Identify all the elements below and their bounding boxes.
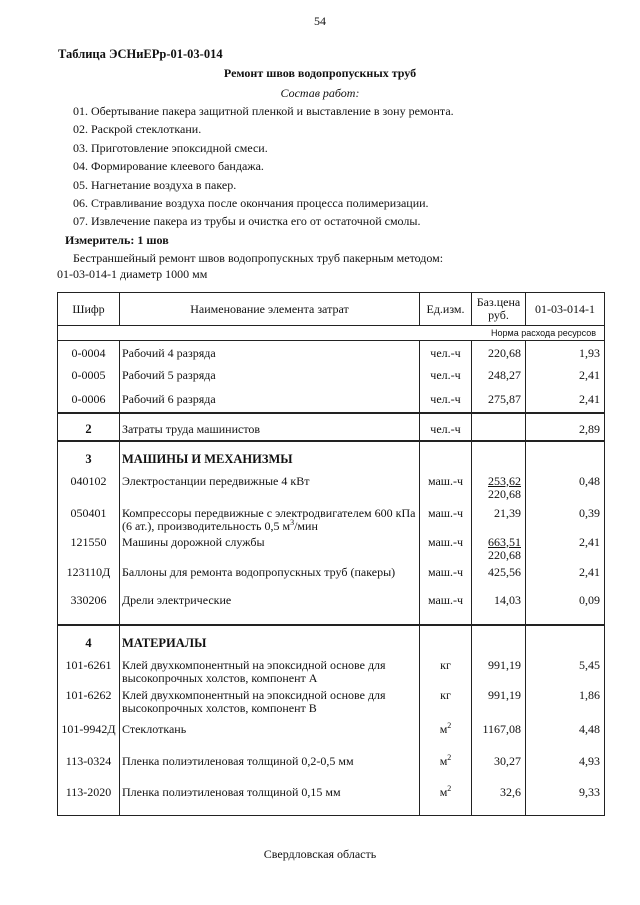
table-row	[58, 365, 605, 389]
cell-price: 1167,08	[472, 719, 526, 751]
cell-price: 32,6	[472, 782, 526, 816]
operations-heading: Состав работ:	[280, 86, 360, 100]
cell-code: 330206	[58, 591, 120, 625]
cell-value: 4,93	[526, 751, 605, 782]
table-row	[58, 471, 605, 501]
cell-name	[120, 501, 420, 534]
resource-table	[57, 292, 605, 816]
cell-price: 991,19	[472, 655, 526, 687]
operation-item: 01. Обертывание пакера защитной пленкой и выставление в зону ремонта.	[73, 104, 454, 118]
operation-item: 05. Нагнетание воздуха в пакер.	[73, 177, 237, 192]
cell-price	[472, 413, 526, 441]
cell-price	[472, 534, 526, 564]
cell-unit	[420, 719, 472, 751]
operation-item: 07. Извлечение пакера из трубы и очистка его от остаточной смолы.	[73, 214, 421, 229]
cell-code: 050401	[58, 501, 120, 534]
table-row	[58, 655, 605, 687]
cell-name: Пленка полиэтиленовая толщиной 0,15 мм	[120, 782, 420, 816]
cell-code: 0-0006	[58, 389, 120, 413]
header-code: Шифр	[58, 293, 120, 326]
cell-price: 14,03	[472, 591, 526, 625]
section-code: 3	[58, 441, 120, 471]
header-norm-column: 01-03-014-1	[526, 293, 605, 326]
cell-value: 0,39	[526, 501, 605, 534]
operation-item: 06. Стравливание воздуха после окончания процесса полимеризации.	[73, 195, 429, 210]
cell-empty	[472, 441, 526, 471]
cell-unit: маш.-ч	[420, 471, 472, 501]
unit-text: м	[439, 784, 448, 799]
cell-name: Дрели электрические	[120, 591, 420, 625]
cell-code: 101-9942Д	[58, 719, 120, 751]
header-price: Баз.цена руб.	[472, 293, 526, 326]
table-row	[58, 751, 605, 782]
cell-unit: чел.-ч	[420, 365, 472, 389]
cell-price: 275,87	[472, 389, 526, 413]
cell-unit: чел.-ч	[420, 389, 472, 413]
cell-empty	[420, 625, 472, 655]
cell-name: Затраты труда машинистов	[120, 413, 420, 441]
work-description: Бестраншейный ремонт швов водопропускных труб пакерным методом:	[73, 251, 444, 265]
cell-value: 0,09	[526, 591, 605, 625]
cell-name: Клей двухкомпонентный на эпоксидной основе для высокопрочных холстов, компонент А	[120, 655, 420, 687]
page-number: 54	[314, 14, 326, 28]
table-row	[58, 413, 605, 441]
compressor-name: Компрессоры передвижные с электродвигателем 600 кПа (6 ат.), производительность 0,5 м	[122, 505, 416, 533]
cell-code: 113-2020	[58, 782, 120, 816]
table-title: Таблица ЭСНиЕРр-01-03-014	[58, 47, 223, 61]
price-primary: 253,62	[488, 473, 521, 488]
cell-price: 991,19	[472, 687, 526, 719]
cell-value: 2,41	[526, 365, 605, 389]
table-row	[58, 687, 605, 719]
square-superscript: 2	[447, 783, 452, 793]
section-name: МАТЕРИАЛЫ	[120, 625, 420, 655]
price-secondary: 220,68	[488, 547, 521, 562]
cell-unit: кг	[420, 687, 472, 719]
table-row	[58, 719, 605, 751]
cell-value: 4,48	[526, 719, 605, 751]
cell-unit: кг	[420, 655, 472, 687]
cell-empty	[472, 625, 526, 655]
cell-unit: маш.-ч	[420, 501, 472, 534]
header-name: Наименование элемента затрат	[120, 293, 420, 326]
header-unit: Ед.изм.	[420, 293, 472, 326]
table-row	[58, 341, 605, 365]
cell-name: Стеклоткань	[120, 719, 420, 751]
cell-unit	[420, 782, 472, 816]
cell-value: 2,41	[526, 564, 605, 591]
cell-unit: маш.-ч	[420, 564, 472, 591]
cell-code: 040102	[58, 471, 120, 501]
cell-unit	[420, 751, 472, 782]
cell-value: 2,89	[526, 413, 605, 441]
unit-text: м	[439, 753, 448, 768]
main-title: Ремонт швов водопропускных труб	[223, 66, 417, 80]
cell-name: Пленка полиэтиленовая толщиной 0,2-0,5 мм	[120, 751, 420, 782]
section-row	[58, 625, 605, 655]
cell-name: Электростанции передвижные 4 кВт	[120, 471, 420, 501]
cell-value: 2,41	[526, 534, 605, 564]
cell-value: 1,86	[526, 687, 605, 719]
cell-empty	[420, 441, 472, 471]
cell-unit: маш.-ч	[420, 591, 472, 625]
cell-value: 5,45	[526, 655, 605, 687]
norm-code-line: 01-03-014-1 диаметр 1000 мм	[57, 267, 208, 281]
square-superscript: 2	[447, 720, 452, 730]
square-superscript: 2	[447, 752, 452, 762]
cell-empty	[526, 625, 605, 655]
cell-value: 1,93	[526, 341, 605, 365]
table-row	[58, 389, 605, 413]
price-primary: 663,51	[488, 534, 521, 549]
cell-empty	[526, 441, 605, 471]
cell-unit: чел.-ч	[420, 413, 472, 441]
cell-price: 248,27	[472, 365, 526, 389]
footer-region: Свердловская область	[263, 847, 377, 861]
cell-code: 0-0005	[58, 365, 120, 389]
cell-value: 2,41	[526, 389, 605, 413]
unit-text: м	[439, 721, 448, 736]
table-header-row	[58, 293, 605, 326]
cube-superscript: 3	[290, 517, 295, 527]
table-row	[58, 591, 605, 625]
cell-name: Рабочий 4 разряда	[120, 341, 420, 365]
cell-code: 123110Д	[58, 564, 120, 591]
norm-label: Норма расхода ресурсов	[58, 326, 605, 341]
cell-price: 220,68	[472, 341, 526, 365]
cell-name: Рабочий 6 разряда	[120, 389, 420, 413]
section-code: 4	[58, 625, 120, 655]
operations-list	[73, 103, 454, 232]
table-row	[58, 782, 605, 816]
cell-unit: маш.-ч	[420, 534, 472, 564]
operation-item: 02. Раскрой стеклоткани.	[73, 122, 202, 137]
section-name: МАШИНЫ И МЕХАНИЗМЫ	[120, 441, 420, 471]
cell-code: 113-0324	[58, 751, 120, 782]
cell-name: Баллоны для ремонта водопропускных труб (пакеры)	[120, 564, 420, 591]
cell-name: Машины дорожной службы	[120, 534, 420, 564]
cell-code: 2	[58, 413, 120, 441]
section-row	[58, 441, 605, 471]
cell-price: 21,39	[472, 501, 526, 534]
cell-value: 9,33	[526, 782, 605, 816]
operation-item: 03. Приготовление эпоксидной смеси.	[73, 140, 268, 155]
norm-label-row	[58, 326, 605, 341]
table-row	[58, 564, 605, 591]
cell-price	[472, 471, 526, 501]
cell-value: 0,48	[526, 471, 605, 501]
operation-item: 04. Формирование клеевого бандажа.	[73, 159, 264, 174]
cell-name: Рабочий 5 разряда	[120, 365, 420, 389]
price-secondary: 220,68	[488, 486, 521, 501]
cell-unit: чел.-ч	[420, 341, 472, 365]
table-row	[58, 534, 605, 564]
cell-code: 0-0004	[58, 341, 120, 365]
table-row	[58, 501, 605, 534]
cell-price: 30,27	[472, 751, 526, 782]
cell-code: 101-6261	[58, 655, 120, 687]
cell-code: 101-6262	[58, 687, 120, 719]
cell-code: 121550	[58, 534, 120, 564]
measure-unit: Измеритель: 1 шов	[65, 233, 169, 247]
cell-price: 425,56	[472, 564, 526, 591]
cell-name: Клей двухкомпонентный на эпоксидной основе для высокопрочных холстов, компонент В	[120, 687, 420, 719]
compressor-suffix: /мин	[294, 518, 318, 533]
